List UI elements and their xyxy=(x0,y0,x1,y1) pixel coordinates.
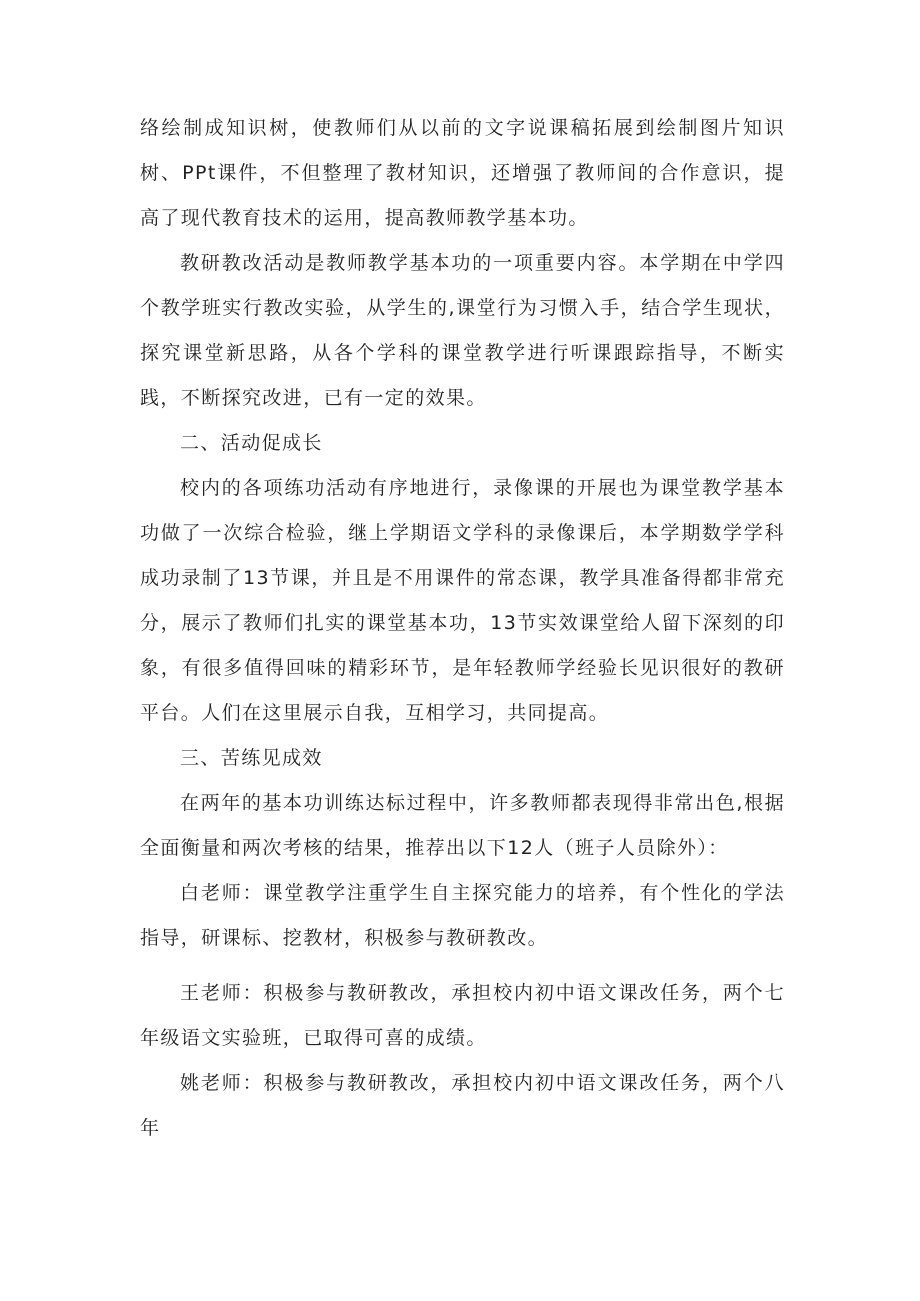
teacher-entry-wang: 王老师：积极参与教研教改，承担校内初中语文课改任务，两个七年级语文实验班，已取得可喜的成绩。 xyxy=(140,982,785,1049)
section-heading-results: 三、苦练见成效 xyxy=(180,747,323,769)
paragraph-teaching-reform: 教研教改活动是教师教学基本功的一项重要内容。本学期在中学四个教学班实行教改实验，从学生的,课堂行为习惯入手，结合学生现状，探究课堂新思路，从各个学科的课堂教学进行听课跟踪指导，不断实践，不断探究改进，已有一定的效果。 xyxy=(140,252,785,409)
teacher-entry-bai: 白老师：课堂教学注重学生自主探究能力的培养，有个性化的学法指导，研课标、挖教材，积极参与教研教改。 xyxy=(140,882,785,949)
teacher-entry-yao: 姚老师：积极参与教研教改，承担校内初中语文课改任务，两个八年 xyxy=(140,1072,785,1139)
paragraph-results: 在两年的基本功训练达标过程中，许多教师都表现得非常出色,根据全面衡量和两次考核的结果，推荐出以下12人（班子人员除外）： xyxy=(140,792,785,859)
section-heading-activities: 二、活动促成长 xyxy=(180,432,323,454)
paragraph-activities: 校内的各项练功活动有序地进行，录像课的开展也为课堂教学基本功做了一次综合检验，继上学期语文学科的录像课后，本学期数学学科成功录制了13节课，并且是不用课件的常态课，教学具准备得都非常充分，展示了教师们扎实的课堂基本功，13节实效课堂给人留下深刻的印象，有很多值得回味的精彩环节，是年轻教师学经验长见识很好的教研平台。人们在这里展示自我，互相学习，共同提高。 xyxy=(140,477,785,724)
paragraph-continuation: 络绘制成知识树，使教师们从以前的文字说课稿拓展到绘制图片知识树、PPt课件，不但整理了教材知识，还增强了教师间的合作意识，提高了现代教育技术的运用，提高教师教学基本功。 xyxy=(140,117,785,229)
document-body xyxy=(140,106,785,1151)
